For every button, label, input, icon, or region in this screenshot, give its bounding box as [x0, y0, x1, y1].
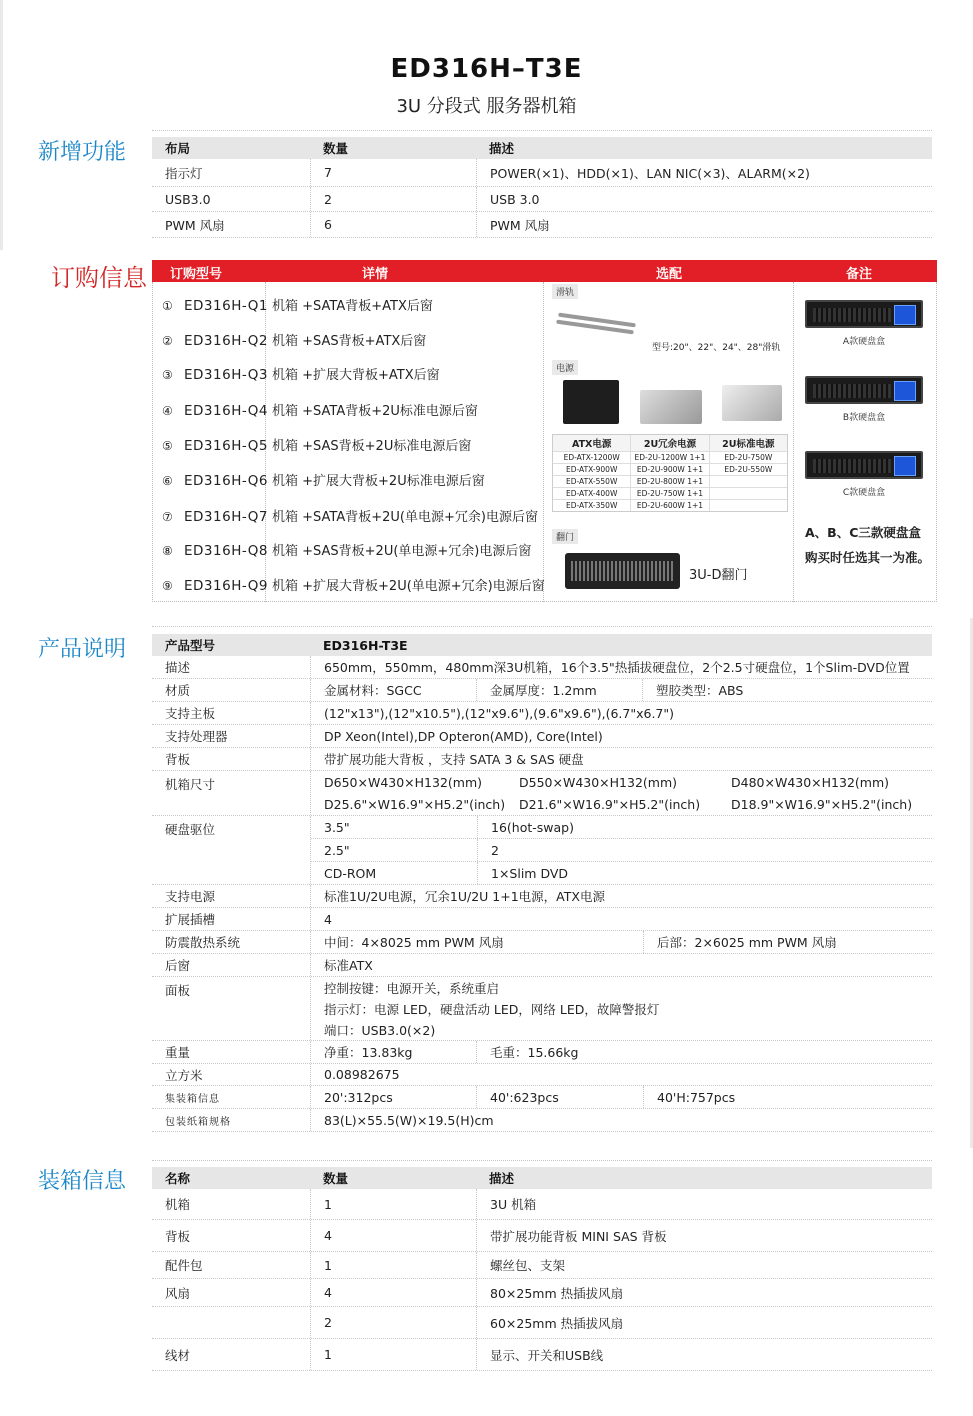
order-number: ①: [162, 299, 173, 313]
column-header: 描述: [489, 1171, 515, 1186]
order-item: [162, 400, 478, 419]
spec-label: 防震散热系统: [165, 935, 241, 950]
spec-label: 描述: [165, 660, 191, 675]
psu-cell: ED-2U-750W: [709, 452, 787, 463]
size-value: D550×W430×H132(mm): [519, 774, 678, 790]
order-detail: 机箱 +扩展大背板+2U(单电源+冗余)电源后窗: [272, 579, 545, 594]
size-value: D480×W430×H132(mm): [731, 774, 890, 790]
table-cell: 1: [310, 1189, 476, 1219]
spec-label: 硬盘驱位: [165, 822, 216, 837]
psu-row: [553, 487, 787, 499]
size-mm-line: [311, 775, 932, 790]
spec-value: 带扩展功能大背板 ，支持 SATA 3 & SAS 硬盘: [310, 748, 932, 770]
order-detail: 机箱 +扩展大背板+ATX后窗: [272, 368, 440, 383]
table-cell: 带扩展功能背板 MINI SAS 背板: [476, 1220, 932, 1251]
table-header: [152, 137, 932, 159]
size-value: D650×W430×H132(mm): [324, 774, 483, 790]
psu-cell: ED-ATX-400W: [565, 489, 618, 498]
divider: [152, 626, 932, 627]
column-header: 订购型号: [170, 267, 223, 282]
hdd-tray-c-image: [805, 451, 923, 479]
psu-cell: ED-2U-800W 1+1: [630, 476, 708, 487]
table-cell: 80×25mm 热插拔风扇: [476, 1279, 932, 1306]
order-detail: 机箱 +SAS背板+ATX后窗: [272, 334, 427, 349]
tray-latch: [894, 456, 916, 476]
order-code: ED316H-Q3: [184, 367, 268, 383]
order-item: [162, 364, 440, 383]
spec-value: 金属材料：SGCC: [310, 679, 476, 701]
hdd-tray-c-label: C款硬盘盒: [842, 488, 886, 498]
drive-row: [311, 862, 932, 884]
order-item: [162, 330, 426, 349]
spec-label: 背板: [165, 752, 191, 767]
table-row: [152, 1252, 932, 1279]
panel-values: [310, 977, 932, 1040]
psu-cell: [709, 488, 787, 499]
spec-row: [152, 656, 932, 679]
rail-models: 型号:20"、22"、24"、28"滑轨: [652, 343, 781, 353]
order-number: ④: [162, 404, 173, 418]
table-cell: 线材: [165, 1347, 191, 1363]
order-number: ②: [162, 334, 173, 348]
order-item: [162, 575, 545, 594]
spec-header-row: [152, 634, 932, 656]
size-value: D21.6"×W16.9"×H5.2"(inch): [519, 796, 701, 812]
order-code: ED316H-Q7: [184, 509, 268, 525]
column-header: 名称: [165, 1171, 191, 1186]
order-number: ③: [162, 368, 173, 382]
order-detail: 机箱 +SATA背板+2U(单电源+冗余)电源后窗: [272, 510, 538, 525]
ordering-column-line: [793, 282, 794, 602]
panel-line: 端口：USB3.0(×2): [324, 1022, 436, 1038]
spec-label: 材质: [165, 683, 191, 698]
table-cell: 1: [310, 1252, 476, 1278]
order-detail: 机箱 +SAS背板+2U标准电源后窗: [272, 439, 472, 454]
table-row: [152, 159, 932, 187]
left-border: [0, 0, 3, 250]
page-subtitle: 3U 分段式 服务器机箱: [396, 96, 577, 117]
psu-row: [553, 499, 787, 511]
order-number: ⑨: [162, 579, 173, 593]
standard-psu-image: [722, 385, 782, 421]
drive-count: 1×Slim DVD: [477, 862, 932, 884]
spec-label: 面板: [165, 983, 191, 998]
spec-row: [152, 771, 932, 816]
psu-column-header: 2U标准电源: [709, 435, 787, 451]
table-cell: 2: [310, 1307, 476, 1338]
section-heading-ordering: 订购信息: [51, 264, 147, 292]
psu-cell: ED-2U-750W 1+1: [630, 488, 708, 499]
panel-line: 指示灯：电源 LED，硬盘活动 LED，网络 LED，故障警报灯: [324, 1001, 660, 1017]
table-row: [152, 187, 932, 212]
table-row: [152, 1189, 932, 1220]
size-values: [310, 771, 932, 815]
size-value: D18.9"×W16.9"×H5.2"(inch): [731, 796, 913, 812]
table-cell: 4: [310, 1220, 476, 1251]
spec-label: 包装纸箱规格: [165, 1116, 231, 1128]
door-mesh: [571, 561, 674, 581]
table-cell: USB 3.0: [476, 187, 932, 211]
front-door-image: [565, 553, 680, 589]
order-detail: 机箱 +扩展大背板+2U标准电源后窗: [272, 474, 485, 489]
spec-label: 支持处理器: [165, 729, 228, 744]
column-header: 布局: [165, 141, 191, 156]
drive-size: CD-ROM: [324, 865, 377, 881]
section-heading-product: 产品说明: [38, 637, 127, 662]
order-code: ED316H-Q1: [184, 298, 268, 314]
spec-value: 塑胶类型：ABS: [642, 679, 932, 701]
column-header: 详情: [362, 267, 389, 282]
drive-count: 2: [477, 839, 932, 861]
spec-label: 集装箱信息: [165, 1093, 220, 1105]
table-cell: PWM 风扇: [476, 212, 932, 237]
spec-row: [152, 954, 932, 977]
spec-row: [152, 679, 932, 702]
table-cell: 背板: [165, 1228, 191, 1244]
table-row: [152, 1307, 932, 1339]
hdd-tray-a-image: [805, 300, 923, 328]
spec-row: [152, 908, 932, 931]
psu-cell: ED-2U-550W: [709, 464, 787, 475]
psu-row: [553, 463, 787, 475]
remark-note-line1: A、B、C三款硬盘盒: [805, 525, 921, 540]
table-cell: USB3.0: [165, 191, 211, 207]
drive-row: [311, 839, 932, 862]
spec-value: 净重：13.83kg: [310, 1041, 476, 1063]
table-cell: 指示灯: [165, 165, 203, 181]
psu-cell: ED-ATX-900W: [565, 465, 618, 474]
column-header: 描述: [489, 141, 515, 156]
door-tag: 翻门: [552, 529, 578, 544]
spec-label: 立方米: [165, 1067, 203, 1083]
order-item: [162, 435, 471, 454]
spec-value: 标准1U/2U电源，冗余1U/2U 1+1电源，ATX电源: [310, 885, 932, 907]
table-cell: 2: [310, 187, 476, 211]
spec-value: ED316H-T3E: [323, 637, 408, 653]
spec-row: [152, 931, 932, 954]
spec-value: DP Xeon(Intel),DP Opteron(AMD), Core(Intel): [310, 725, 932, 747]
table-cell: 机箱: [165, 1197, 191, 1212]
spec-value: 40'H:757pcs: [643, 1086, 932, 1108]
spec-value: 后部：2×6025 mm PWM 风扇: [643, 931, 932, 953]
order-number: ⑥: [162, 474, 173, 488]
spec-value: 毛重：15.66kg: [476, 1041, 932, 1063]
table-cell: 60×25mm 热插拔风扇: [476, 1307, 932, 1338]
table-cell: 螺丝包、支架: [476, 1252, 932, 1278]
order-code: ED316H-Q5: [184, 438, 268, 454]
spec-label: 产品型号: [165, 638, 216, 653]
size-inch-line: [311, 797, 932, 812]
spec-value: 20':312pcs: [310, 1086, 476, 1108]
product-spec-table: [152, 634, 932, 1132]
order-code: ED316H-Q9: [184, 578, 268, 594]
ordering-column-line: [543, 282, 544, 602]
order-code: ED316H-Q8: [184, 543, 268, 559]
hdd-tray-b-label: B款硬盘盒: [842, 413, 886, 423]
table-cell: 显示、开关和USB线: [476, 1339, 932, 1370]
divider: [152, 130, 932, 131]
spec-label: 支持电源: [165, 889, 216, 904]
page-title: ED316H–T3E: [390, 54, 583, 84]
spec-row: [152, 816, 932, 885]
redundant-psu-image: [640, 390, 702, 424]
table-cell: 风扇: [165, 1285, 191, 1301]
panel-line: 控制按键：电源开关，系统重启: [324, 980, 500, 996]
spec-label: 支持主板: [165, 706, 216, 721]
spec-value: 650mm，550mm，480mm深3U机箱，16个3.5"热插拔硬盘位，2个2.5寸硬盘位，1个Slim-DVD位置: [310, 656, 932, 678]
size-value: D25.6"×W16.9"×H5.2"(inch): [324, 796, 506, 812]
hdd-tray-b-image: [805, 376, 923, 404]
psu-cell: ED-ATX-550W: [565, 477, 618, 486]
drive-size: 2.5": [324, 842, 350, 858]
table-row: [152, 212, 932, 238]
spec-value: 83(L)×55.5(W)×19.5(H)cm: [310, 1109, 932, 1131]
spec-value: 0.08982675: [310, 1064, 932, 1085]
psu-cell: ED-2U-900W 1+1: [630, 464, 708, 475]
spec-value: (12"x13"),(12"x10.5"),(12"x9.6"),(9.6"x9.6"),(6.7"x6.7"): [310, 702, 932, 724]
table-cell: 配件包: [165, 1258, 203, 1273]
spec-label: 重量: [165, 1045, 191, 1060]
spec-row: [152, 1086, 932, 1109]
order-code: ED316H-Q4: [184, 403, 268, 419]
atx-psu-image: [563, 380, 619, 424]
spec-label: 机箱尺寸: [165, 777, 216, 792]
psu-cell: [709, 500, 787, 511]
tray-latch: [894, 381, 916, 401]
psu-cell: ED-2U-1200W 1+1: [630, 452, 708, 463]
spec-row: [152, 885, 932, 908]
spec-row: [152, 725, 932, 748]
order-detail: 机箱 +SAS背板+2U(单电源+冗余)电源后窗: [272, 544, 532, 559]
spec-value: 40':623pcs: [476, 1086, 643, 1108]
remark-note-line2: 购买时任选其一为准。: [805, 550, 931, 565]
tray-vent: [813, 459, 891, 473]
table-cell: 1: [310, 1339, 476, 1370]
spec-value: 中间：4×8025 mm PWM 风扇: [310, 931, 643, 953]
table-cell: PWM 风扇: [165, 217, 225, 233]
table-row: [152, 1220, 932, 1252]
order-number: ⑤: [162, 439, 173, 453]
column-header: 数量: [323, 141, 349, 156]
table-cell: POWER(×1)、HDD(×1)、LAN NIC(×3)、ALARM(×2): [476, 159, 932, 186]
table-cell: 6: [310, 212, 476, 237]
column-header: 数量: [323, 1171, 349, 1186]
spec-row: [152, 1064, 932, 1086]
spec-label: 后窗: [165, 958, 191, 973]
spec-value: 金属厚度：1.2mm: [476, 679, 642, 701]
tray-vent: [813, 308, 891, 322]
spec-row: [152, 748, 932, 771]
order-item: [162, 295, 433, 314]
tray-vent: [813, 384, 891, 398]
section-heading-packing: 装箱信息: [38, 1169, 127, 1194]
psu-row: [553, 451, 787, 463]
table-cell: [152, 1307, 310, 1338]
drive-row: [311, 816, 932, 839]
hdd-tray-a-label: A款硬盘盒: [842, 337, 886, 347]
psu-table: [552, 434, 788, 512]
psu-header-row: [553, 435, 787, 451]
drive-count: 16(hot-swap): [477, 816, 932, 838]
packing-table: [152, 1167, 932, 1371]
psu-cell: ED-ATX-1200W: [563, 453, 620, 462]
order-code: ED316H-Q2: [184, 333, 268, 349]
new-features-table: [152, 137, 932, 238]
drive-size: 3.5": [324, 819, 350, 835]
spec-row: [152, 1041, 932, 1064]
order-item: [162, 540, 531, 559]
psu-row: [553, 475, 787, 487]
psu-tag: 电源: [552, 360, 578, 375]
table-cell: 4: [310, 1279, 476, 1306]
spec-label: 扩展插槽: [165, 912, 216, 927]
spec-row: [152, 702, 932, 725]
rail-tag: 滑轨: [552, 284, 578, 299]
order-code: ED316H-Q6: [184, 473, 268, 489]
psu-cell: ED-2U-600W 1+1: [630, 500, 708, 511]
table-cell: 3U 机箱: [476, 1189, 932, 1219]
table-row: [152, 1339, 932, 1371]
order-number: ⑧: [162, 544, 173, 558]
psu-column-header: ATX电源: [571, 439, 612, 450]
order-item: [162, 506, 538, 525]
spec-row: [152, 977, 932, 1041]
order-detail: 机箱 +SATA背板+ATX后窗: [272, 299, 433, 314]
table-cell: 7: [310, 159, 476, 186]
door-label: 3U-D翻门: [689, 568, 748, 583]
drive-values: [310, 816, 932, 884]
tray-latch: [894, 305, 916, 325]
psu-cell: ED-ATX-350W: [565, 501, 618, 510]
section-heading-new-features: 新增功能: [38, 140, 127, 165]
table-header: [152, 1167, 932, 1189]
ordering-header: [152, 260, 937, 282]
order-item: [162, 470, 485, 489]
psu-column-header: 2U冗余电源: [630, 435, 708, 451]
column-header: 备注: [846, 267, 873, 282]
order-detail: 机箱 +SATA背板+2U标准电源后窗: [272, 404, 478, 419]
divider: [152, 1160, 932, 1161]
spec-row: [152, 1109, 932, 1132]
spec-value: 4: [310, 908, 932, 930]
order-number: ⑦: [162, 510, 173, 524]
table-row: [152, 1279, 932, 1307]
column-header: 选配: [656, 267, 683, 282]
spec-value: 标准ATX: [310, 954, 932, 976]
psu-cell: [709, 476, 787, 487]
